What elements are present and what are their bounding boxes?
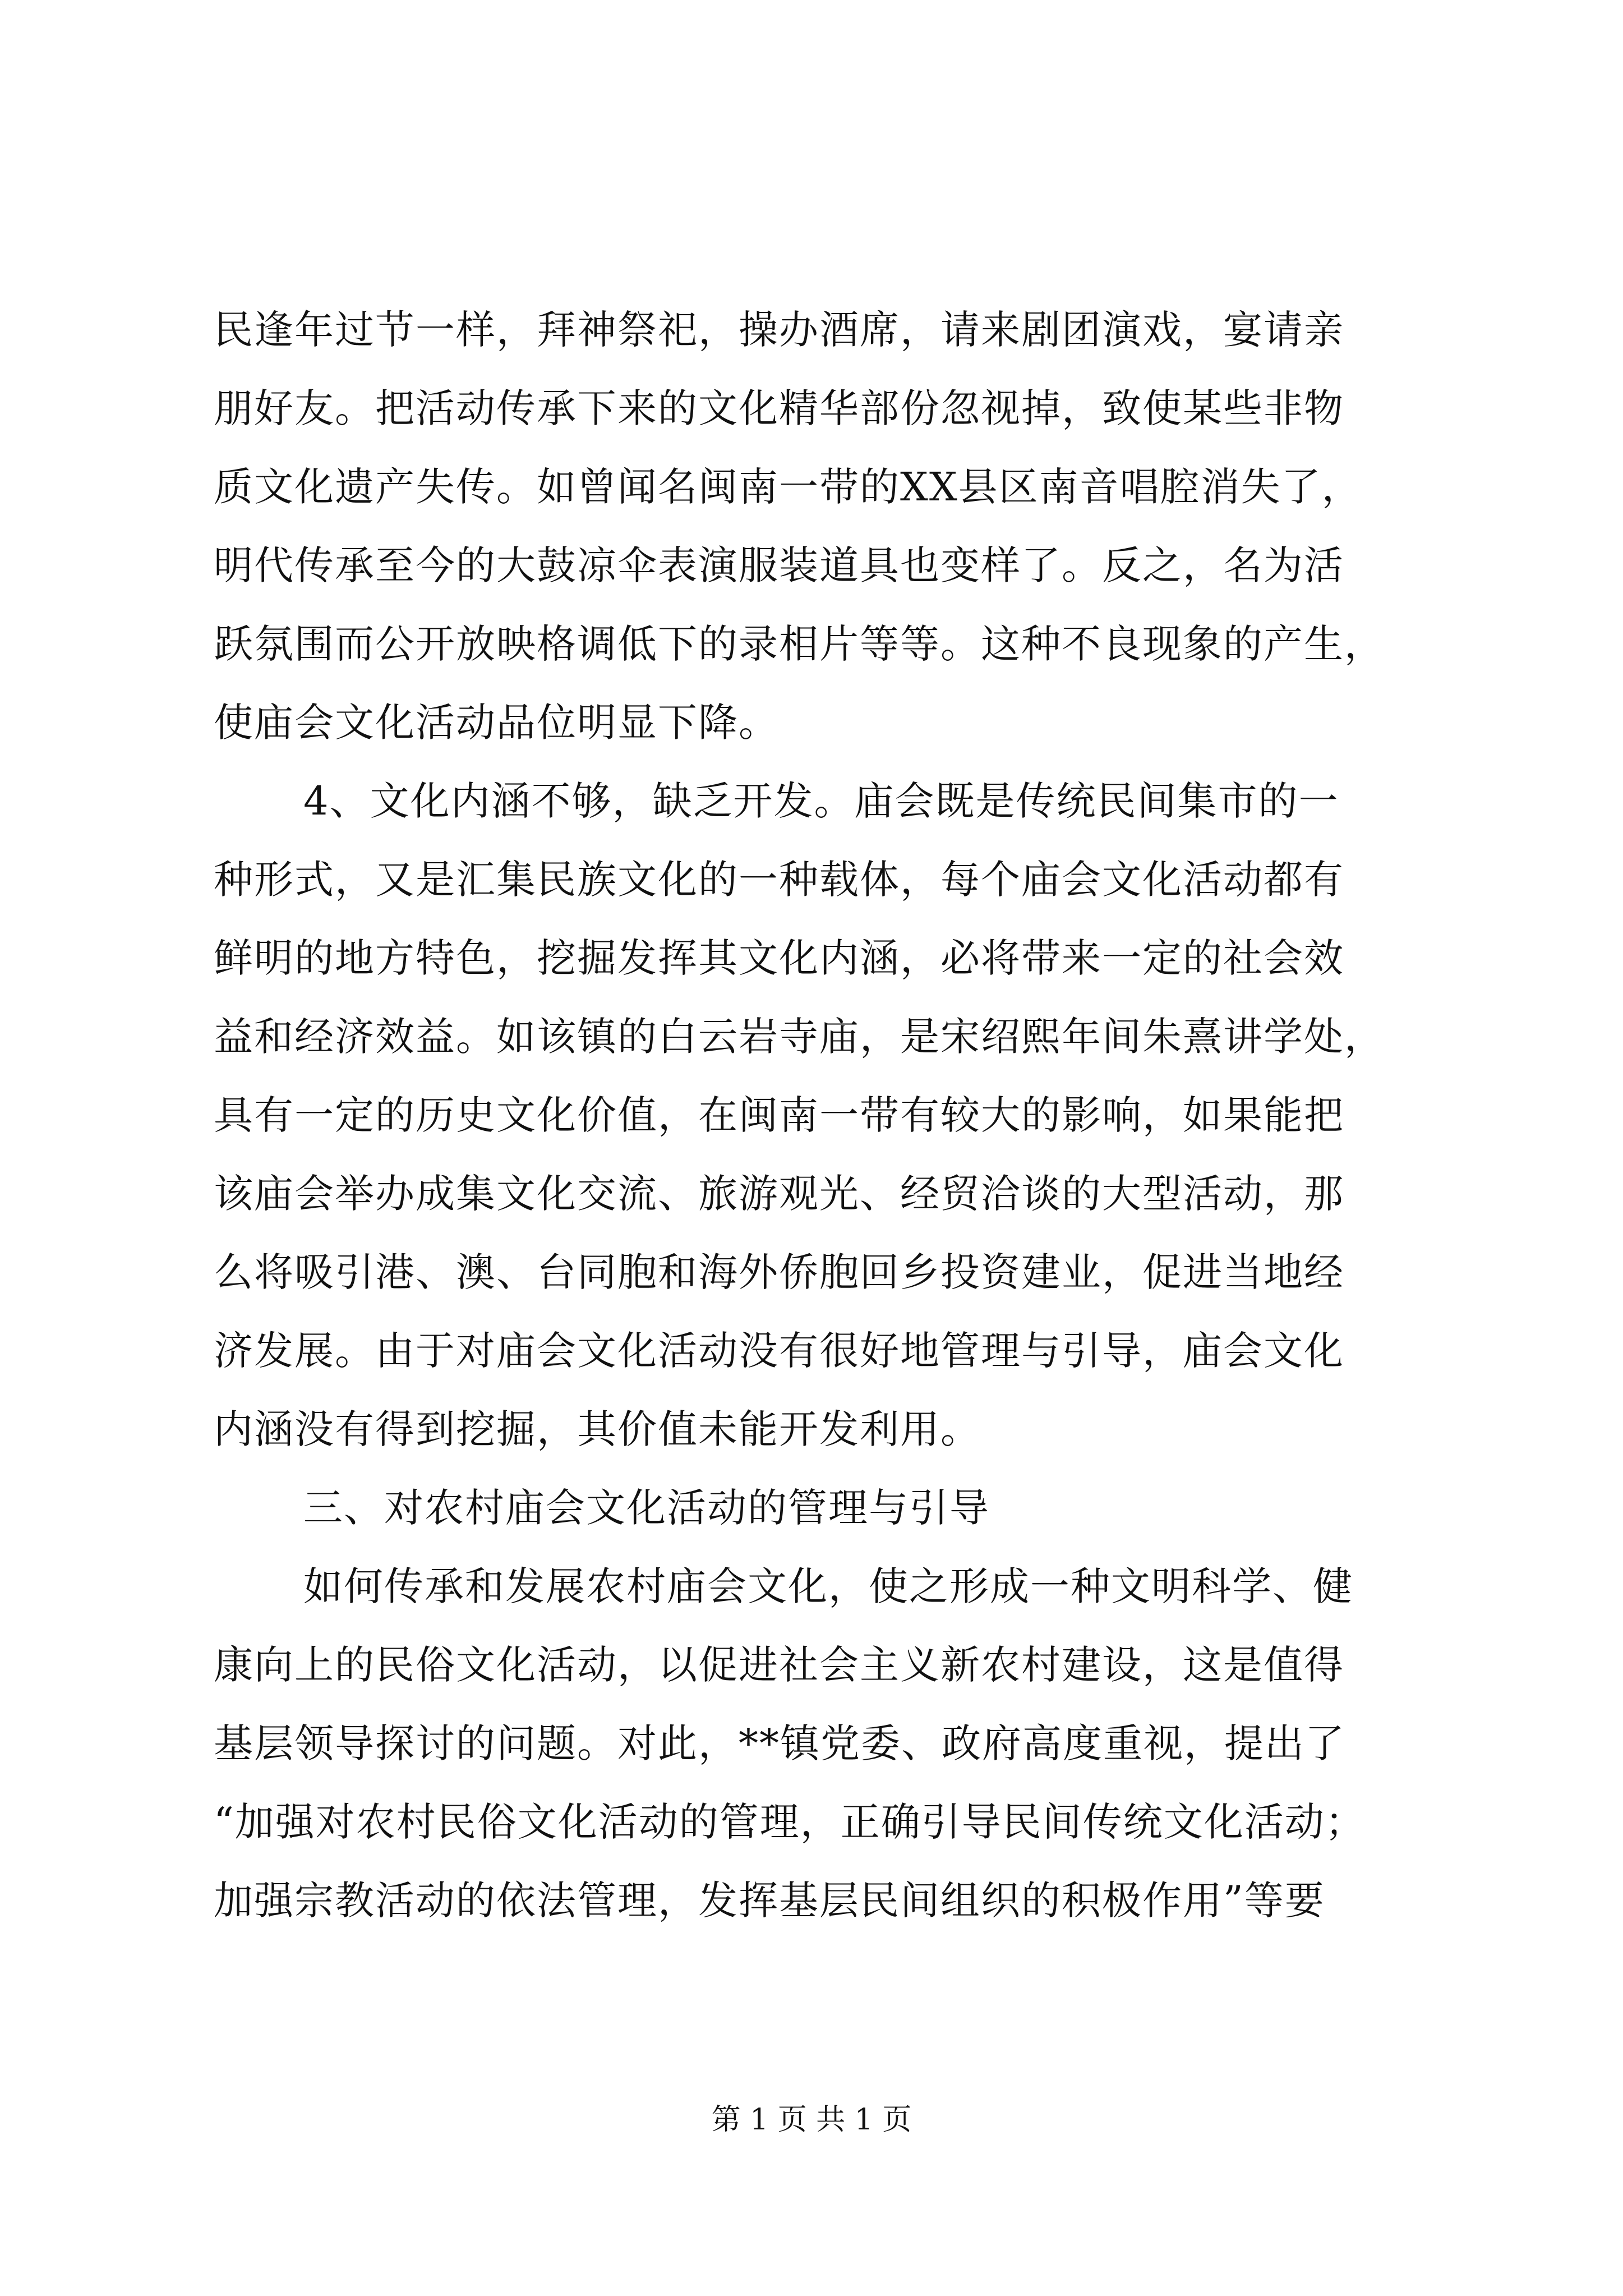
text-line-21: 加强宗教活动的依法管理，发挥基层民间组织的积极作用”等要	[214, 1878, 1325, 1924]
text-line-6: 使庙会文化活动品位明显下降。	[214, 700, 779, 746]
text-line-5: 跃氛围而公开放映格调低下的录相片等等。这种不良现象的产生，	[214, 621, 1385, 667]
text-line-3: 质文化遗产失传。如曾闻名闽南一带的XX县区南音唱腔消失了，	[214, 464, 1362, 510]
page-footer: 第 1 页 共 1 页	[711, 2103, 912, 2137]
text-line-17: 如何传承和发展农村庙会文化，使之形成一种文明科学、健	[303, 1563, 1353, 1609]
text-line-20: “加强对农村民俗文化活动的管理，正确引导民间传统文化活动；	[214, 1799, 1366, 1845]
text-line-7: 4、文化内涵不够，缺乏开发。庙会既是传统民间集市的一	[303, 778, 1339, 824]
text-line-2: 朋好友。把活动传承下来的文化精华部份忽视掉，致使某些非物	[214, 385, 1344, 431]
text-line-15: 内涵没有得到挖掘，其价值未能开发利用。	[214, 1406, 981, 1452]
section-heading: 三、对农村庙会文化活动的管理与引导	[303, 1485, 990, 1531]
text-line-18: 康向上的民俗文化活动，以促进社会主义新农村建设，这是值得	[214, 1642, 1344, 1688]
text-line-10: 益和经济效益。如该镇的白云岩寺庙，是宋绍熙年间朱熹讲学处，	[214, 1014, 1385, 1060]
text-line-11: 具有一定的历史文化价值，在闽南一带有较大的影响，如果能把	[214, 1092, 1344, 1138]
text-line-9: 鲜明的地方特色，挖掘发挥其文化内涵，必将带来一定的社会效	[214, 935, 1344, 981]
text-line-13: 么将吸引港、澳、台同胞和海外侨胞回乡投资建业，促进当地经	[214, 1249, 1344, 1295]
text-line-8: 种形式，又是汇集民族文化的一种载体，每个庙会文化活动都有	[214, 857, 1344, 903]
text-line-4: 明代传承至今的大鼓凉伞表演服装道具也变样了。反之，名为活	[214, 542, 1344, 588]
text-line-12: 该庙会举办成集文化交流、旅游观光、经贸洽谈的大型活动，那	[214, 1171, 1344, 1217]
text-line-14: 济发展。由于对庙会文化活动没有很好地管理与引导，庙会文化	[214, 1328, 1344, 1374]
text-line-19: 基层领导探讨的问题。对此，**镇党委、政府高度重视，提出了	[214, 1720, 1345, 1766]
text-line-1: 民逢年过节一样，拜神祭祀，操办酒席，请来剧团演戏，宴请亲	[214, 307, 1344, 353]
